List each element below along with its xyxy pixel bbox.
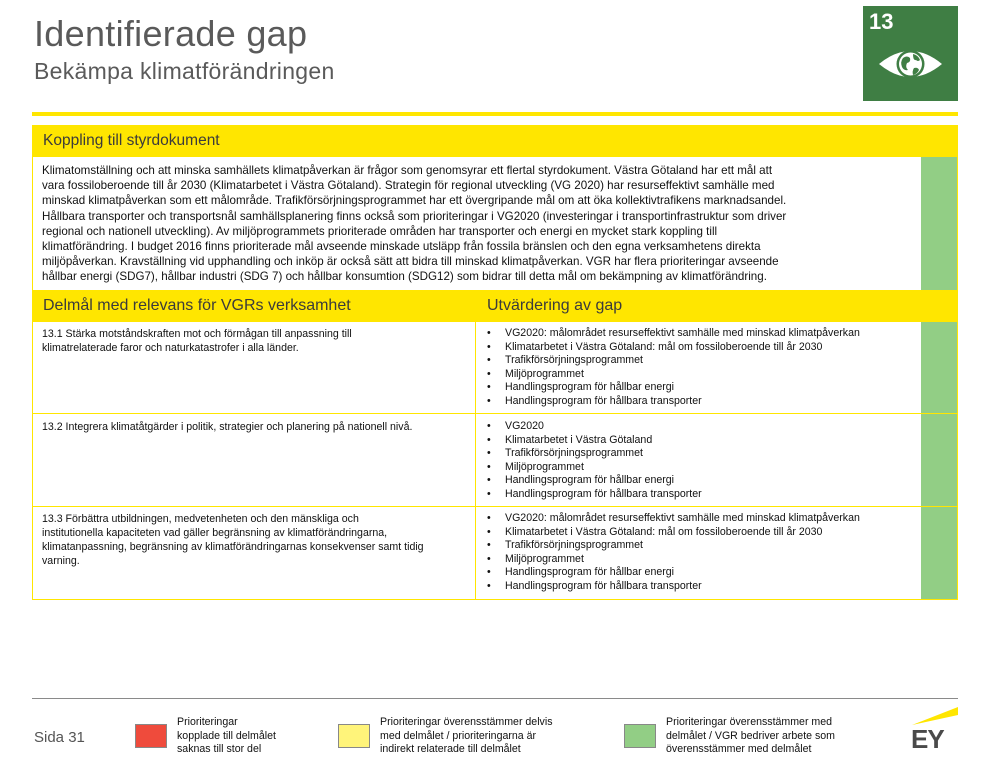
section-heading-styrdokument — [32, 125, 958, 156]
sdg-13-badge — [863, 6, 958, 101]
gap-list-13-2 — [485, 420, 915, 502]
legend-line: Prioriteringar överensstämmer delvis — [380, 716, 553, 728]
row-status-13-2 — [921, 414, 957, 506]
list-item: • Miljöprogrammet — [485, 368, 915, 382]
climate-eye-icon — [877, 44, 944, 84]
text-line: klimatförändring. I budget 2016 finns prioriterade mål avseende minskade utsläpp från fossila bränslen och den egna verksamhetens direkta — [42, 240, 761, 254]
goal-13-1 — [42, 327, 467, 355]
sdg-number: 13 — [869, 9, 894, 34]
row-status-13-1 — [921, 322, 957, 413]
goal-13-3 — [42, 512, 472, 568]
list-item: • Handlingsprogram för hållbara transporter — [485, 395, 915, 409]
text-line: minskad klimatpåverkan som ett målområde. Trafikförsörjningsprogrammet har ett övergripande mål om att öka kollektivtrafikens marknadsandel. — [42, 194, 787, 208]
list-item: • Handlingsprogram för hållbara transporter — [485, 488, 915, 502]
list-item: • Trafikförsörjningsprogrammet — [485, 539, 915, 553]
list-item: • Miljöprogrammet — [485, 553, 915, 567]
section-heading-label: Koppling till styrdokument — [43, 132, 220, 149]
goal-line: 13.3 Förbättra utbildningen, medvetenheten och den mänskliga och — [42, 513, 359, 525]
text-line: vara fossiloberoende till år 2030 (Klimatarbetet i Västra Götaland). Strategin för regional utveckling (VG 2020) har resurseffektivt samhälle med — [42, 179, 775, 193]
list-item: • Klimatarbetet i Västra Götaland: mål om fossiloberoende till år 2030 — [485, 526, 915, 540]
legend-line: Prioriteringar — [177, 716, 238, 728]
list-item: • VG2020 — [485, 420, 915, 434]
gap-list-13-3 — [485, 512, 915, 594]
legend-line: indirekt relaterade till delmålet — [380, 743, 521, 755]
column-heading-utvardering: Utvärdering av gap — [487, 297, 623, 314]
row-divider — [32, 506, 958, 507]
list-item: • Trafikförsörjningsprogrammet — [485, 447, 915, 461]
list-item: • Handlingsprogram för hållbara transporter — [485, 580, 915, 594]
ey-logo-text: EY — [911, 724, 944, 754]
gap-list-13-1 — [485, 327, 915, 409]
list-item: • Miljöprogrammet — [485, 461, 915, 475]
ey-logo — [910, 707, 958, 755]
page-subtitle: Bekämpa klimatförändringen — [34, 58, 335, 84]
header-divider — [32, 112, 958, 116]
list-item: • Handlingsprogram för hållbar energi — [485, 474, 915, 488]
list-item: • Trafikförsörjningsprogrammet — [485, 354, 915, 368]
legend-text-green — [666, 716, 835, 757]
legend-swatch-yellow — [338, 724, 370, 748]
page-number: Sida 31 — [34, 729, 85, 746]
row-status-13-3 — [921, 507, 957, 599]
legend-swatch-green — [624, 724, 656, 748]
table-header — [32, 291, 958, 321]
goal-line: institutionella kapaciteten vad gäller begränsning av klimatförändringarna, — [42, 527, 388, 539]
goal-line: klimatanpassning, begränsning av klimatförändringarnas konsekvenser samt tidig — [42, 541, 424, 553]
goal-13-2 — [42, 420, 472, 434]
legend-text-red — [177, 716, 276, 757]
goal-line: 13.2 Integrera klimatåtgärder i politik, strategier och planering på nationell nivå. — [42, 421, 413, 433]
legend-line: delmålet / VGR bedriver arbete som — [666, 729, 835, 742]
text-line: miljöpåverkan. Kravställning vid upphandling och inköp är också sätt att bidra till minskad klimatpåverkan. VGR har flera prioriteringar avseende — [42, 255, 779, 269]
legend-line: saknas till stor del — [177, 743, 262, 755]
legend-line: kopplade till delmålet — [177, 729, 276, 742]
goal-line: klimatrelaterade faror och naturkatastrofer i alla länder. — [42, 342, 299, 354]
text-line: Hållbara transporter och transportsnål samhällsplanering finns också som prioriteringar i VG2020 (investeringar i transportinfrastruktur som driver — [42, 209, 787, 223]
goal-line: 13.1 Stärka motståndskraften mot och förmågan till anpassning till — [42, 328, 352, 340]
list-item: • Handlingsprogram för hållbar energi — [485, 566, 915, 580]
legend-line: Prioriteringar överensstämmer med — [666, 716, 833, 728]
text-line: Klimatomställning och att minska samhällets klimatpåverkan är frågor som genomsyrar ett flertal styrdokument. Västra Götaland har ett mål att — [42, 164, 773, 177]
legend-swatch-red — [135, 724, 167, 748]
legend-line: med delmålet / prioriteringarna är — [380, 729, 537, 742]
legend-line: överensstämmer med delmålet — [666, 743, 812, 755]
list-item: • Handlingsprogram för hållbar energi — [485, 381, 915, 395]
list-item: • Klimatarbetet i Västra Götaland — [485, 434, 915, 448]
list-item: • VG2020: målområdet resurseffektivt samhälle med minskad klimatpåverkan — [485, 327, 915, 341]
section-styrdokument-text — [42, 163, 917, 285]
row-divider — [32, 413, 958, 414]
legend-text-yellow — [380, 716, 553, 757]
goal-line: varning. — [42, 555, 80, 567]
footer-divider — [32, 698, 958, 699]
page-title: Identifierade gap — [34, 13, 308, 54]
section-styrdokument-status — [921, 157, 957, 290]
column-heading-delmal: Delmål med relevans för VGRs verksamhet — [43, 297, 351, 314]
text-line: hållbar energi (SDG7), hållbar industri (SDG 7) och hållbar konsumtion (SDG12) som bidrar till detta mål om bekämpning av klimatförändring. — [42, 270, 767, 284]
text-line: regional och nationell utveckling). Av miljöprogrammets prioriterade områden har transporter och energi en mycket stark koppling till — [42, 224, 718, 238]
list-item: • Klimatarbetet i Västra Götaland: mål om fossiloberoende till år 2030 — [485, 341, 915, 355]
list-item: • VG2020: målområdet resurseffektivt samhälle med minskad klimatpåverkan — [485, 512, 915, 526]
column-divider — [475, 321, 476, 600]
